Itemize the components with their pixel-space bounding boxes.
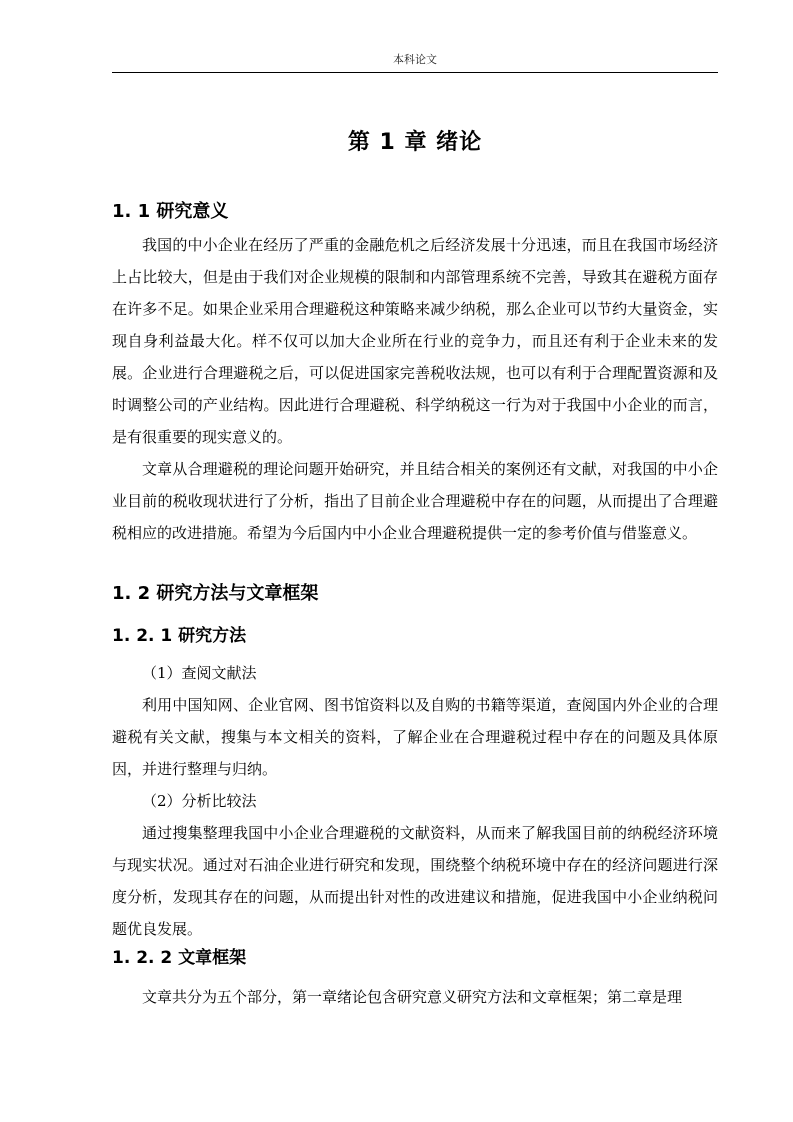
paragraph-research-significance: 我国的中小企业在经历了严重的金融危机之后经济发展十分迅速，而且在我国市场经济上占比较大，但是由于我们对企业规模的限制和内部管理系统不完善，导致其在避税方面存在许多不足。如果企业采用合理避税这种策略来减少纳税，那么企业可以节约大量资金，实现自身利益最大化。样不仅可以加大企业所在行业的竞争力，而且还有利于企业未来的发展。企业进行合理避税之后，可以促进国家完善税收法规，也可以有利于合理配置资源和及时调整公司的产业结构。因此进行合理避税、科学纳税这一行为对于我国中小企业的而言，是有很重要的现实意义的。 <box>112 236 718 446</box>
section-heading-1-2: 1. 2 研究方法与文章框架 <box>112 583 319 604</box>
method-item-2-text: 通过搜集整理我国中小企业合理避税的文献资料，从而来了解我国目前的纳税经济环境与现实状况。通过对石油企业进行研究和发现，围绕整个纳税环境中存在的经济问题进行深度分析，发现其存在的问题，从而提出针对性的改进建议和措施，促进我国中小企业纳税问题优良发展。 <box>112 824 718 938</box>
header-divider <box>112 72 718 73</box>
paragraph-article-framework: 文章共分为五个部分，第一章绪论包含研究意义研究方法和文章框架；第二章是理 <box>142 988 683 1006</box>
chapter-title: 第 1 章 绪论 <box>347 130 483 155</box>
method-item-1-label: （1）查阅文献法 <box>142 664 257 682</box>
section-heading-1-2-1: 1. 2. 1 研究方法 <box>112 626 247 646</box>
method-item-1-text: 利用中国知网、企业官网、图书馆资料以及自购的书籍等渠道，查阅国内外企业的合理避税有关文献，搜集与本文相关的资料，了解企业在合理避税过程中存在的问题及具体原因，并进行整理与归纳。 <box>112 696 718 778</box>
section-heading-1-2-2: 1. 2. 2 文章框架 <box>112 948 247 968</box>
paragraph-article-overview: 文章从合理避税的理论问题开始研究，并且结合相关的案例还有文献，对我国的中小企业目前的税收现状进行了分析，指出了目前企业合理避税中存在的问题，从而提出了合理避税相应的改进措施。希望为今后国内中小企业合理避税提供一定的参考价值与借鉴意义。 <box>112 460 718 542</box>
section-heading-1-1: 1. 1 研究意义 <box>112 201 229 222</box>
method-item-2-label: （2）分析比较法 <box>142 792 257 810</box>
running-header-text: 本科论文 <box>393 53 437 66</box>
